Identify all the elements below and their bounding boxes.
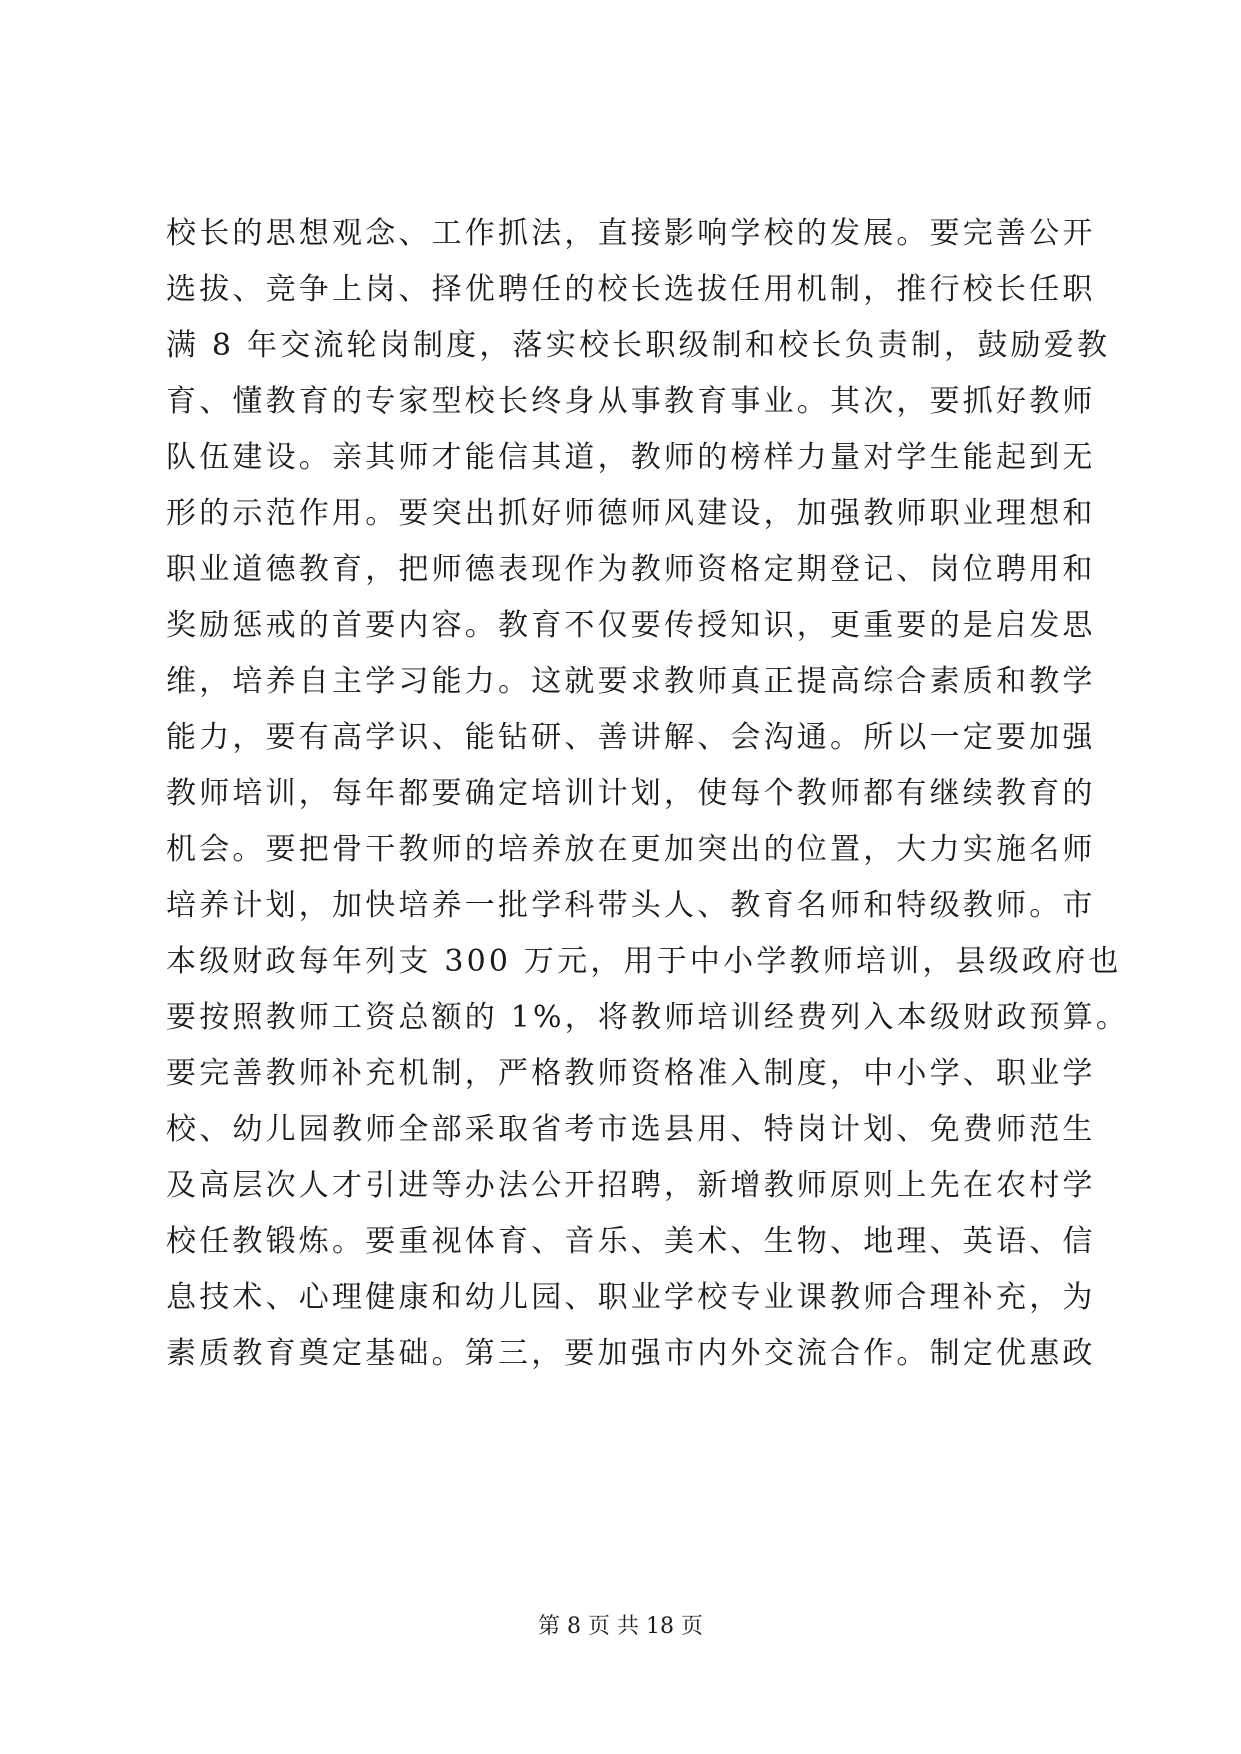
text-line: 本级财政每年列支 300 万元，用于中小学教师培训，县级政府也 [166, 944, 1122, 979]
text-line: 维，培养自主学习能力。这就要求教师真正提高综合素质和教学 [166, 664, 1096, 699]
text-line: 培养计划，加快培养一批学科带头人、教育名师和特级教师。市 [166, 888, 1096, 923]
text-line: 素质教育奠定基础。第三，要加强市内外交流合作。制定优惠政 [166, 1336, 1096, 1371]
text-line: 能力，要有高学识、能钻研、善讲解、会沟通。所以一定要加强 [166, 720, 1096, 755]
text-line: 满 8 年交流轮岗制度，落实校长职级制和校长负责制，鼓励爱教 [166, 328, 1111, 363]
text-line: 选拔、竞争上岗、择优聘任的校长选拔任用机制，推行校长任职 [166, 272, 1096, 307]
text-line: 机会。要把骨干教师的培养放在更加突出的位置，大力实施名师 [166, 832, 1096, 867]
text-line: 教师培训，每年都要确定培训计划，使每个教师都有继续教育的 [166, 776, 1096, 811]
text-line: 形的示范作用。要突出抓好师德师风建设，加强教师职业理想和 [166, 496, 1096, 531]
text-line: 队伍建设。亲其师才能信其道，教师的榜样力量对学生能起到无 [166, 440, 1096, 475]
text-line: 奖励惩戒的首要内容。教育不仅要传授知识，更重要的是启发思 [166, 608, 1096, 643]
text-line: 要按照教师工资总额的 1%，将教师培训经费列入本级财政预算。 [166, 1000, 1130, 1035]
text-line: 要完善教师补充机制，严格教师资格准入制度，中小学、职业学 [166, 1056, 1096, 1091]
page-number-footer: 第 8 页 共 18 页 [538, 1614, 703, 1639]
text-line: 校、幼儿园教师全部采取省考市选县用、特岗计划、免费师范生 [166, 1112, 1096, 1147]
text-line: 育、懂教育的专家型校长终身从事教育事业。其次，要抓好教师 [166, 384, 1096, 419]
text-line: 校任教锻炼。要重视体育、音乐、美术、生物、地理、英语、信 [166, 1224, 1096, 1259]
text-line: 息技术、心理健康和幼儿园、职业学校专业课教师合理补充，为 [166, 1280, 1096, 1315]
text-line: 校长的思想观念、工作抓法，直接影响学校的发展。要完善公开 [166, 216, 1096, 251]
body-text [166, 206, 1130, 1382]
text-line: 职业道德教育，把师德表现作为教师资格定期登记、岗位聘用和 [166, 552, 1096, 587]
text-line: 及高层次人才引进等办法公开招聘，新增教师原则上先在农村学 [166, 1168, 1096, 1203]
